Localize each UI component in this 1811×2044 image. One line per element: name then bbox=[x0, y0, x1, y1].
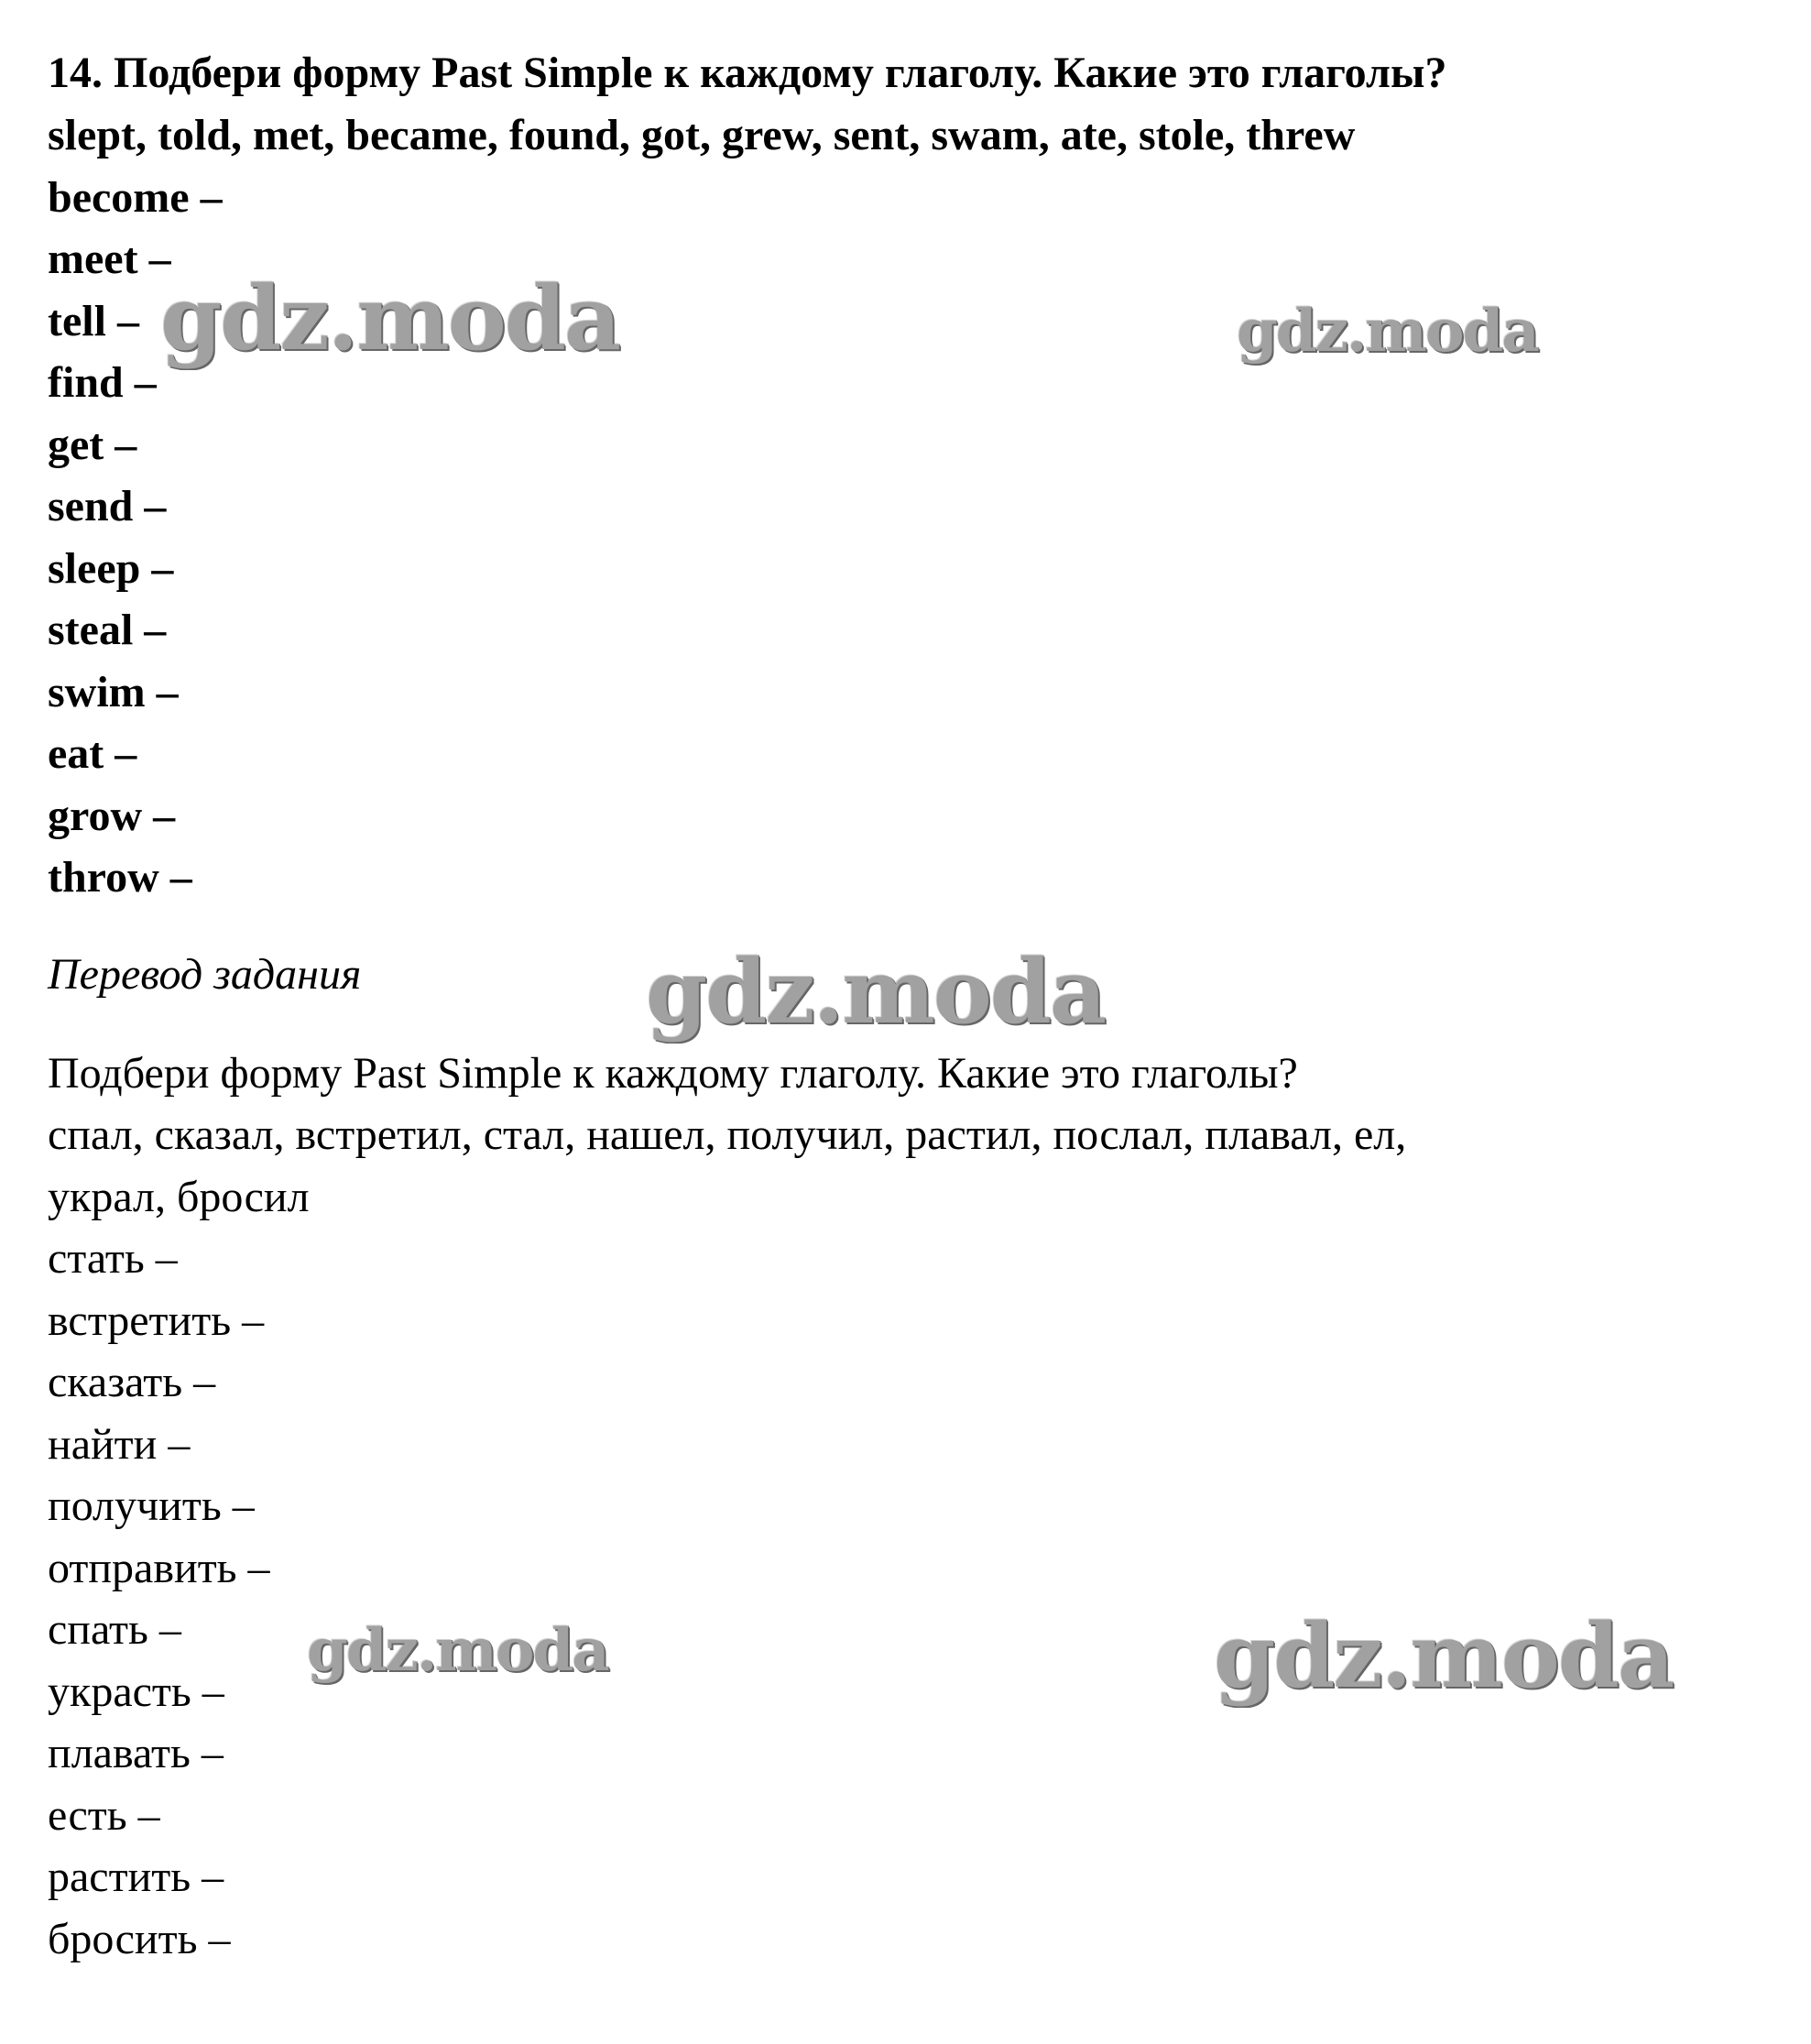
verb-item: steal – bbox=[48, 606, 167, 654]
verb-item: meet – bbox=[48, 235, 171, 283]
translation-verb-item: сказать – bbox=[48, 1358, 216, 1406]
translation-verb-item: встретить – bbox=[48, 1296, 265, 1345]
translation-verb-item: получить – bbox=[48, 1481, 255, 1530]
translation-label: Перевод задания bbox=[48, 950, 362, 999]
watermark-logo: gdz.moda bbox=[646, 940, 1106, 1044]
exercise-word-bank: slept, told, met, became, found, got, grew, sent, swam, ate, stole, threw bbox=[48, 111, 1356, 159]
translation-verb-item: найти – bbox=[48, 1420, 191, 1469]
verb-item: get – bbox=[48, 421, 137, 469]
verb-item: throw – bbox=[48, 853, 192, 902]
translation-verb-item: есть – bbox=[48, 1791, 160, 1840]
verb-item: grow – bbox=[48, 792, 176, 840]
watermark-logo: gdz.moda bbox=[160, 267, 620, 370]
verb-item: swim – bbox=[48, 668, 179, 716]
verb-item: find – bbox=[48, 358, 157, 407]
translation-heading: Подбери форму Past Simple к каждому глаголу. Какие это глаголы? bbox=[48, 1049, 1298, 1098]
translation-verb-item: спать – bbox=[48, 1605, 181, 1654]
translation-word-bank-continued: украл, бросил bbox=[48, 1173, 310, 1221]
translation-verb-item: растить – bbox=[48, 1853, 224, 1901]
watermark-logo: gdz.moda bbox=[1214, 1604, 1674, 1708]
translation-verb-item: бросить – bbox=[48, 1915, 231, 1963]
verb-item: eat – bbox=[48, 729, 137, 778]
verb-item: send – bbox=[48, 482, 167, 530]
verb-item: tell – bbox=[48, 297, 139, 345]
translation-word-bank: спал, сказал, встретил, стал, нашел, получил, растил, послал, плавал, ел, bbox=[48, 1110, 1407, 1159]
translation-verb-item: украсть – bbox=[48, 1667, 224, 1716]
translation-verb-item: отправить – bbox=[48, 1544, 270, 1592]
verb-item: sleep – bbox=[48, 544, 174, 593]
translation-verb-item: плавать – bbox=[48, 1729, 224, 1777]
exercise-heading: 14. Подбери форму Past Simple к каждому глаголу. Какие это глаголы? bbox=[48, 49, 1447, 97]
translation-verb-item: стать – bbox=[48, 1234, 178, 1283]
verb-item: become – bbox=[48, 173, 223, 222]
watermark-logo: gdz.moda bbox=[1237, 297, 1538, 366]
watermark-logo: gdz.moda bbox=[307, 1616, 608, 1685]
